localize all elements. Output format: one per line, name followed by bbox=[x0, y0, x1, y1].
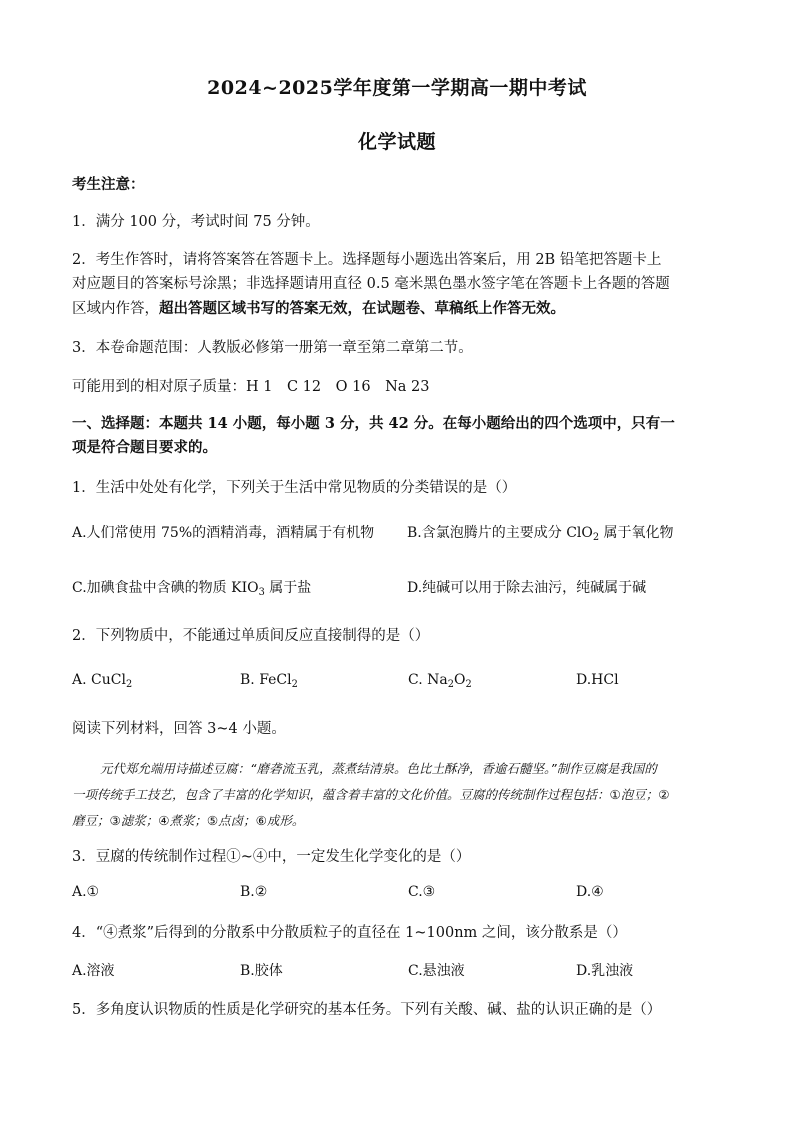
q3-option-a: A.① bbox=[72, 884, 100, 900]
q3-options bbox=[72, 884, 732, 908]
notice-item-3: 3．本卷命题范围：人教版必修第一册第一章至第二章第二节。 bbox=[72, 340, 473, 356]
q1-options-row-2 bbox=[72, 577, 732, 601]
notice-item-2-line-3-normal: 区域内作答， bbox=[72, 301, 159, 317]
q4-option-c: C.悬浊液 bbox=[408, 963, 465, 979]
section-1-line-1: 一、选择题：本题共 14 小题，每小题 3 分，共 42 分。在每小题给出的四个选项中，只有一 bbox=[72, 415, 675, 432]
q1-option-c-sub: 3 bbox=[258, 587, 265, 598]
reading-intro: 阅读下列材料，回答 3~4 小题。 bbox=[72, 721, 286, 737]
q2-options bbox=[72, 672, 732, 696]
q4-option-d: D.乳浊液 bbox=[576, 963, 634, 979]
q2-option-c-mid: O bbox=[453, 672, 466, 688]
q2-option-b-sub: 2 bbox=[291, 679, 298, 690]
q1-option-b-sub: 2 bbox=[592, 532, 600, 543]
reading-material-line-2: 一项传统手工技艺，包含了丰富的化学知识，蕴含着丰富的文化价值。豆腐的传统制作过程包括：①泡豆；② bbox=[72, 787, 670, 802]
q2-option-c-sub-2: 2 bbox=[465, 679, 472, 690]
exam-title: 2024~2025学年度第一学期高一期中考试 bbox=[207, 77, 587, 99]
q5-stem: 5．多角度认识物质的性质是化学研究的基本任务。下列有关酸、碱、盐的认识正确的是（） bbox=[72, 1002, 662, 1018]
q2-option-c-text: C. Na bbox=[408, 672, 448, 688]
notice-heading: 考生注意： bbox=[72, 176, 145, 193]
q2-option-b-text: B. FeCl bbox=[240, 672, 292, 688]
q2-option-c-sub-1: 2 bbox=[447, 679, 454, 690]
q1-option-c bbox=[72, 577, 311, 597]
reading-material-line-1: 元代郑允端用诗描述豆腐：“磨砻流玉乳，蒸煮结清泉。色比土酥净，香逾石髓坚。”制作豆腐是我国的 bbox=[100, 761, 657, 776]
q4-option-b: B.胶体 bbox=[240, 963, 283, 979]
q2-option-a-text: A. CuCl bbox=[72, 672, 126, 688]
q3-option-b: B.② bbox=[240, 884, 268, 900]
q1-stem: 1．生活中处处有化学，下列关于生活中常见物质的分类错误的是（） bbox=[72, 480, 517, 496]
subject-title: 化学试题 bbox=[357, 131, 436, 153]
q4-options bbox=[72, 960, 732, 984]
q1-option-b-tail: 属于氧化物 bbox=[599, 525, 674, 541]
q1-option-b bbox=[407, 522, 674, 542]
q2-option-a-sub: 2 bbox=[125, 679, 133, 690]
q3-option-d: D.④ bbox=[576, 884, 604, 900]
q2-option-b bbox=[240, 672, 298, 688]
notice-item-2-line-1: 2．考生作答时，请将答案答在答题卡上。选择题每小题选出答案后，用 2B 铅笔把答题卡上 bbox=[72, 252, 662, 268]
q3-option-c: C.③ bbox=[408, 884, 436, 900]
notice-item-2-line-3-bold: 超出答题区域书写的答案无效，在试题卷、草稿纸上作答无效。 bbox=[159, 300, 565, 317]
notice-item-1: 1．满分 100 分，考试时间 75 分钟。 bbox=[72, 214, 320, 230]
q1-option-b-text: B.含氯泡腾片的主要成分 ClO bbox=[407, 525, 593, 541]
q4-stem: 4．“④煮浆”后得到的分散系中分散质粒子的直径在 1~100nm 之间，该分散系是（） bbox=[72, 925, 627, 941]
q1-option-c-text: C.加碘食盐中含碘的物质 KIO bbox=[72, 580, 259, 596]
q1-options-row-1 bbox=[72, 522, 732, 546]
q4-option-a: A.溶液 bbox=[72, 963, 115, 979]
q2-option-c bbox=[408, 672, 472, 688]
q2-option-a bbox=[72, 672, 132, 688]
q3-stem: 3．豆腐的传统制作过程①~④中，一定发生化学变化的是（） bbox=[72, 849, 471, 865]
notice-item-2-line-2: 对应题目的答案标号涂黑；非选择题请用直径 0.5 毫米黑色墨水签字笔在答题卡上各题的答题 bbox=[72, 276, 670, 292]
q1-option-c-tail: 属于盐 bbox=[264, 580, 312, 596]
q1-option-d: D.纯碱可以用于除去油污，纯碱属于碱 bbox=[407, 580, 647, 596]
section-1-line-2: 项是符合题目要求的。 bbox=[72, 439, 217, 456]
q2-stem: 2．下列物质中，不能通过单质间反应直接制得的是（） bbox=[72, 628, 430, 644]
atomic-mass-line: 可能用到的相对原子质量：H 1 C 12 O 16 Na 23 bbox=[72, 379, 430, 395]
notice-item-2-line-3 bbox=[72, 297, 732, 321]
reading-material-line-3: 磨豆；③滤浆；④煮浆；⑤点卤；⑥成形。 bbox=[72, 813, 305, 828]
q1-option-a: A.人们常使用 75%的酒精消毒，酒精属于有机物 bbox=[72, 525, 375, 541]
q2-option-d: D.HCl bbox=[576, 672, 619, 688]
